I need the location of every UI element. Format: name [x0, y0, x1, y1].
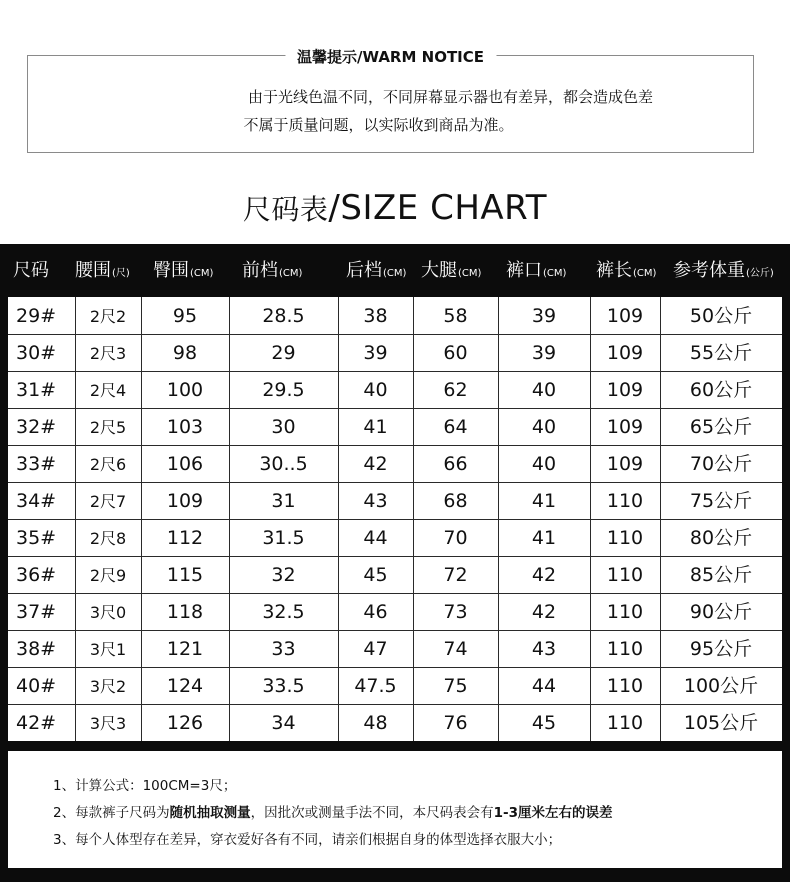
table-cell: 2尺4 — [89, 381, 127, 400]
table-cell: 100 — [166, 379, 204, 401]
header-label: 大腿 — [421, 260, 457, 281]
table-cell: 41 — [363, 416, 388, 438]
note-2 — [53, 801, 612, 821]
notice-line-2: 不属于质量问题，以实际收到商品为准。 — [243, 116, 514, 134]
table-cell: 110 — [606, 527, 644, 549]
header-unit: (尺) — [112, 268, 130, 279]
table-cell: 38# — [16, 638, 57, 660]
header-unit: (CM) — [383, 268, 407, 279]
header-unit: (CM) — [279, 268, 303, 279]
header-unit: (CM) — [190, 268, 214, 279]
table-cell: 95 — [172, 305, 198, 327]
table-header-row — [8, 244, 782, 297]
row-divider — [8, 704, 782, 705]
table-cell: 39 — [531, 305, 557, 327]
table-cell: 32 — [271, 564, 296, 586]
table-cell: 2尺3 — [89, 344, 127, 363]
table-cell: 44 — [531, 675, 557, 697]
table-cell: 42 — [531, 601, 557, 623]
table-cell: 2尺6 — [89, 455, 127, 474]
table-cell: 109 — [606, 416, 644, 438]
table-cell: 60 — [443, 342, 468, 364]
table-cell: 3尺3 — [89, 714, 127, 733]
size-table — [8, 297, 782, 741]
table-cell: 103 — [166, 416, 204, 438]
table-row — [8, 556, 782, 593]
table-cell: 47 — [363, 638, 388, 660]
table-cell: 29# — [16, 305, 57, 327]
table-cell: 65公斤 — [689, 416, 753, 438]
table-cell: 106 — [166, 453, 204, 475]
table-cell: 110 — [606, 564, 644, 586]
header-unit: (CM) — [458, 268, 482, 279]
table-cell: 115 — [166, 564, 204, 586]
header-label: 尺码 — [13, 260, 49, 281]
warm-notice-box — [27, 48, 754, 153]
table-cell: 68 — [443, 490, 468, 512]
table-cell: 40 — [531, 416, 557, 438]
header-label: 裤长 — [596, 260, 632, 281]
row-divider — [8, 556, 782, 557]
table-cell: 2尺7 — [89, 492, 127, 511]
row-divider — [8, 593, 782, 594]
notes-box — [8, 751, 782, 868]
table-cell: 2尺2 — [89, 307, 127, 326]
table-cell: 70 — [443, 527, 468, 549]
size-chart-heading — [0, 188, 790, 228]
row-divider — [8, 408, 782, 409]
table-cell: 72 — [443, 564, 468, 586]
table-cell: 105公斤 — [683, 712, 759, 734]
table-cell: 3尺0 — [89, 603, 127, 622]
heading-separator: / — [328, 188, 341, 228]
table-cell: 39 — [531, 342, 557, 364]
row-divider — [8, 630, 782, 631]
table-cell: 2尺9 — [89, 566, 127, 585]
table-cell: 47.5 — [354, 675, 397, 697]
table-cell: 31.5 — [262, 527, 305, 549]
table-cell: 112 — [166, 527, 204, 549]
note-1: 1、计算公式：100CM=3尺； — [53, 778, 237, 794]
note-3: 3、每个人体型存在差异，穿衣爱好各有不同，请亲们根据自身的体型选择衣服大小； — [53, 832, 562, 848]
notice-title: 温馨提示/WARM NOTICE — [285, 46, 496, 67]
table-cell: 34# — [16, 490, 57, 512]
table-cell: 38 — [363, 305, 388, 327]
table-cell: 109 — [606, 379, 644, 401]
table-cell: 76 — [443, 712, 468, 734]
table-cell: 30..5 — [259, 453, 308, 475]
table-cell: 2尺8 — [89, 529, 127, 548]
heading-en: SIZE CHART — [340, 188, 548, 228]
table-cell: 33.5 — [262, 675, 305, 697]
table-cell: 42 — [531, 564, 557, 586]
table-cell: 55公斤 — [689, 342, 753, 364]
header-cell — [673, 244, 774, 297]
column-divider — [141, 297, 142, 741]
header-unit: (CM) — [633, 268, 657, 279]
table-row — [8, 593, 782, 630]
header-cell — [75, 244, 130, 297]
header-label: 腰围 — [75, 260, 111, 281]
table-cell: 32.5 — [262, 601, 305, 623]
table-cell: 42 — [363, 453, 388, 475]
table-cell: 30 — [271, 416, 296, 438]
table-cell: 109 — [606, 342, 644, 364]
table-cell: 58 — [443, 305, 468, 327]
size-chart-frame — [0, 244, 790, 882]
table-cell: 36# — [16, 564, 57, 586]
table-cell: 110 — [606, 601, 644, 623]
table-cell: 43 — [531, 638, 557, 660]
header-cell — [421, 244, 481, 297]
table-row — [8, 445, 782, 482]
table-cell: 29 — [271, 342, 296, 364]
table-cell: 95公斤 — [689, 638, 753, 660]
note-2-text-a: 2、每款裤子尺码为 — [53, 805, 170, 821]
table-cell: 90公斤 — [689, 601, 753, 623]
column-divider — [590, 297, 591, 741]
table-cell: 30# — [16, 342, 57, 364]
table-cell: 73 — [443, 601, 468, 623]
header-unit: (公斤) — [746, 268, 774, 279]
table-row — [8, 519, 782, 556]
table-cell: 48 — [363, 712, 388, 734]
table-cell: 110 — [606, 675, 644, 697]
column-divider — [498, 297, 499, 741]
header-cell — [242, 244, 302, 297]
note-2-bold-b: 1-3厘米左右的误差 — [493, 805, 613, 821]
table-row — [8, 297, 782, 334]
note-2-bold-a: 随机抽取测量 — [169, 805, 251, 821]
header-cell — [153, 244, 213, 297]
table-cell: 3尺1 — [89, 640, 127, 659]
header-label: 裤口 — [506, 260, 542, 281]
note-2-text-b: ，因批次或测量手法不同，本尺码表会有 — [250, 805, 494, 821]
table-cell: 98 — [172, 342, 198, 364]
table-cell: 60公斤 — [689, 379, 753, 401]
table-cell: 45 — [531, 712, 557, 734]
table-cell: 109 — [166, 490, 204, 512]
table-cell: 40 — [531, 453, 557, 475]
table-cell: 33 — [271, 638, 296, 660]
table-cell: 40# — [16, 675, 57, 697]
table-cell: 64 — [443, 416, 468, 438]
table-cell: 109 — [606, 453, 644, 475]
row-divider — [8, 482, 782, 483]
table-cell: 37# — [16, 601, 57, 623]
table-cell: 46 — [363, 601, 388, 623]
table-cell: 31# — [16, 379, 57, 401]
table-cell: 3尺2 — [89, 677, 127, 696]
column-divider — [338, 297, 339, 741]
column-divider — [229, 297, 230, 741]
row-divider — [8, 667, 782, 668]
table-cell: 50公斤 — [689, 305, 753, 327]
row-divider — [8, 334, 782, 335]
table-cell: 39 — [363, 342, 388, 364]
table-cell: 28.5 — [262, 305, 305, 327]
table-row — [8, 371, 782, 408]
header-cell — [596, 244, 656, 297]
row-divider — [8, 519, 782, 520]
header-cell — [506, 244, 566, 297]
table-cell: 35# — [16, 527, 57, 549]
table-cell: 41 — [531, 490, 557, 512]
table-cell: 85公斤 — [689, 564, 753, 586]
table-cell: 110 — [606, 712, 644, 734]
table-cell: 40 — [531, 379, 557, 401]
table-cell: 109 — [606, 305, 644, 327]
heading-cn: 尺码表 — [242, 193, 329, 226]
table-cell: 34 — [271, 712, 296, 734]
table-cell: 74 — [443, 638, 468, 660]
table-cell: 2尺5 — [89, 418, 127, 437]
table-cell: 70公斤 — [689, 453, 753, 475]
table-cell: 75公斤 — [689, 490, 753, 512]
table-row — [8, 408, 782, 445]
column-divider — [660, 297, 661, 741]
table-cell: 31 — [271, 490, 296, 512]
header-label: 后档 — [346, 260, 382, 281]
table-cell: 62 — [443, 379, 468, 401]
table-cell: 118 — [166, 601, 204, 623]
table-row — [8, 630, 782, 667]
table-cell: 42# — [16, 712, 57, 734]
table-cell: 45 — [363, 564, 388, 586]
table-cell: 41 — [531, 527, 557, 549]
row-divider — [8, 371, 782, 372]
table-row — [8, 482, 782, 519]
header-unit: (CM) — [543, 268, 567, 279]
table-cell: 126 — [166, 712, 204, 734]
header-label: 臀围 — [153, 260, 189, 281]
table-row — [8, 667, 782, 704]
table-cell: 33# — [16, 453, 57, 475]
table-cell: 121 — [166, 638, 204, 660]
column-divider — [75, 297, 76, 741]
table-cell: 32# — [16, 416, 57, 438]
header-cell — [13, 244, 49, 297]
table-cell: 100公斤 — [683, 675, 759, 697]
header-label: 前档 — [242, 260, 278, 281]
header-cell — [346, 244, 406, 297]
table-row — [8, 334, 782, 371]
table-row — [8, 704, 782, 741]
row-divider — [8, 445, 782, 446]
table-cell: 80公斤 — [689, 527, 753, 549]
header-label: 参考体重 — [673, 260, 745, 281]
table-cell: 75 — [443, 675, 468, 697]
column-divider — [413, 297, 414, 741]
table-cell: 29.5 — [262, 379, 305, 401]
table-cell: 44 — [363, 527, 388, 549]
table-cell: 66 — [443, 453, 468, 475]
notice-line-1: 由于光线色温不同，不同屏幕显示器也有差异，都会造成色差 — [247, 88, 653, 106]
table-cell: 110 — [606, 638, 644, 660]
table-cell: 110 — [606, 490, 644, 512]
table-cell: 40 — [363, 379, 388, 401]
table-cell: 124 — [166, 675, 204, 697]
table-cell: 43 — [363, 490, 388, 512]
